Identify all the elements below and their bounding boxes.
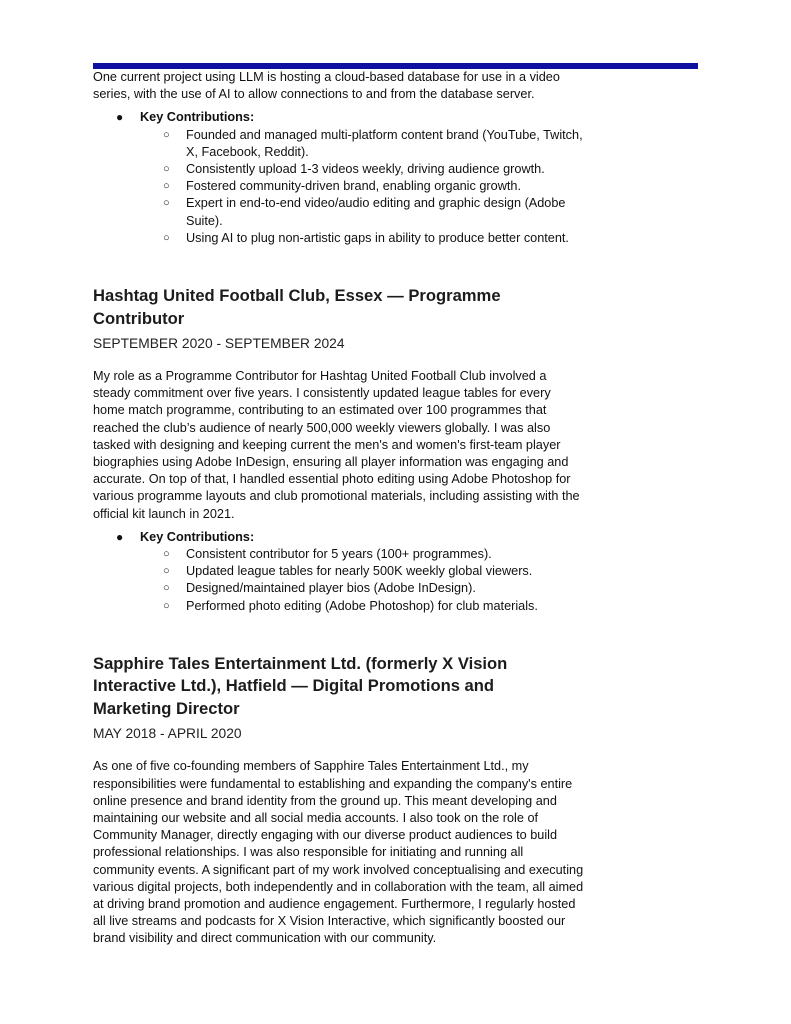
resume-page	[93, 69, 593, 948]
circle-bullet-icon: ○	[163, 599, 170, 612]
list-item	[140, 563, 586, 580]
list-item	[140, 580, 586, 597]
list-item-text: Using AI to plug non-artistic gaps in ability to produce better content.	[186, 230, 569, 245]
circle-bullet-icon: ○	[163, 565, 170, 578]
list-item	[140, 598, 586, 615]
intro-key-list	[93, 109, 593, 247]
list-item	[140, 178, 586, 195]
list-item	[140, 230, 586, 247]
list-item-text: Expert in end-to-end video/audio editing and graphic design (Adobe Suite).	[186, 196, 566, 228]
key-contributions-item	[93, 109, 593, 247]
list-item-text: Performed photo editing (Adobe Photoshop) for club materials.	[186, 598, 538, 613]
list-item-text: Consistent contributor for 5 years (100+ programmes).	[186, 547, 492, 562]
circle-bullet-icon: ○	[163, 180, 170, 193]
list-item-text: Fostered community-driven brand, enabling organic growth.	[186, 179, 521, 194]
circle-bullet-icon: ○	[163, 548, 170, 561]
job-dates: MAY 2018 - APRIL 2020	[93, 726, 242, 742]
job-description: My role as a Programme Contributor for Hashtag United Football Club involved a steady commitment over five years. I consistently updated league tables for every home match programme, contributing to an estimated over 100 programmes that reached the club’s audience of nearly 500,000 weekly viewers globally. I was also tasked with designing and keeping current the men's and women's first-team player biographies using Adobe InDesign, ensuring all player information was engaging and accurate. On top of that, I handled essential photo editing using Adobe Photoshop for various programme layouts and club promotional materials, including assisting with the official kit launch in 2021.	[93, 369, 580, 521]
circle-bullet-icon: ○	[163, 128, 170, 141]
list-item	[140, 161, 586, 178]
job-title: Sapphire Tales Entertainment Ltd. (formerly X Vision Interactive Ltd.), Hatfield — Digital Promotions and Marketing Director	[93, 653, 508, 718]
job-title: Hashtag United Football Club, Essex — Programme Contributor	[93, 286, 501, 328]
circle-bullet-icon: ○	[163, 197, 170, 210]
list-item-text: Consistently upload 1-3 videos weekly, driving audience growth.	[186, 162, 545, 177]
key-contributions-label: Key Contributions:	[140, 529, 255, 544]
list-item	[140, 546, 586, 563]
job-section-hashtag-united	[93, 285, 593, 615]
list-item	[140, 195, 586, 229]
job-description: As one of five co-founding members of Sapphire Tales Entertainment Ltd., my responsibilities were fundamental to establishing and expanding the company's entire online presence and brand identity from the ground up. This meant developing and maintaining our website and all social media accounts. I also took on the role of Community Manager, directly engaging with our diverse product audiences to build professional relationships. I was also responsible for initiating and running all community events. A significant part of my work involved conceptualising and executing various digital projects, both independently and in collaboration with the team, all aimed at driving brand promotion and audience engagement. Furthermore, I regularly hosted all live streams and podcasts for X Vision Interactive, which significantly boosted our brand visibility and direct communication with our community.	[93, 759, 584, 946]
intro-section	[93, 69, 593, 247]
list-item-text: Designed/maintained player bios (Adobe InDesign).	[186, 581, 476, 596]
intro-contributions-list	[140, 127, 593, 247]
job1-key-list	[93, 529, 593, 615]
circle-bullet-icon: ○	[163, 163, 170, 176]
job-section-sapphire-tales	[93, 653, 593, 948]
job1-contributions-list	[140, 546, 593, 615]
list-item-text: Updated league tables for nearly 500K weekly global viewers.	[186, 564, 533, 579]
job-dates: SEPTEMBER 2020 - SEPTEMBER 2024	[93, 336, 345, 352]
key-contributions-item	[93, 529, 593, 615]
bullet-icon: ●	[116, 110, 124, 125]
list-item	[140, 127, 586, 161]
circle-bullet-icon: ○	[163, 231, 170, 244]
key-contributions-label: Key Contributions:	[140, 110, 255, 125]
bullet-icon: ●	[116, 529, 124, 544]
list-item-text: Founded and managed multi-platform content brand (YouTube, Twitch, X, Facebook, Reddit).	[186, 127, 583, 159]
circle-bullet-icon: ○	[163, 582, 170, 595]
intro-paragraph: One current project using LLM is hosting a cloud-based database for use in a video series, with the use of AI to allow connections to and from the database server.	[93, 70, 560, 102]
